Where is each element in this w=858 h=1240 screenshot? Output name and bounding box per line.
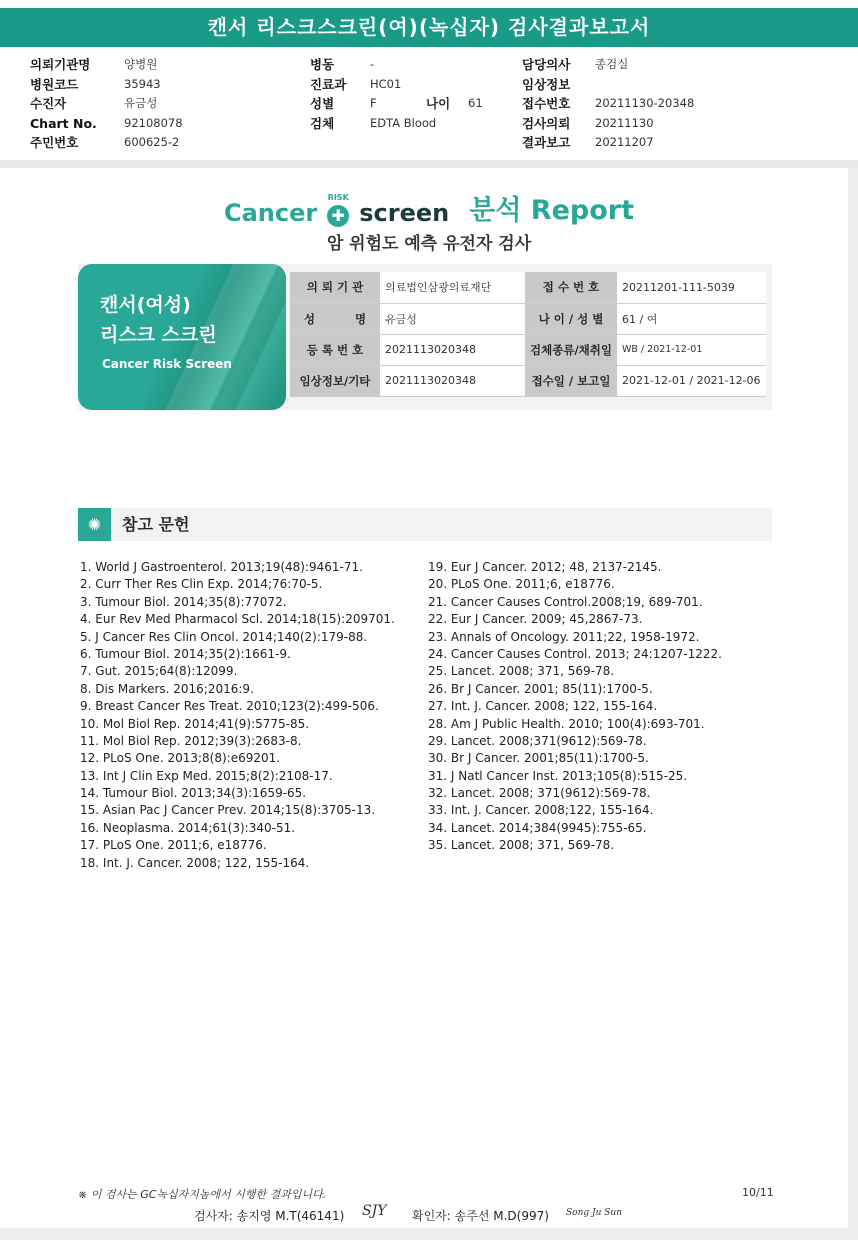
header-row bbox=[522, 55, 629, 75]
header-label: 접수번호 bbox=[522, 96, 571, 111]
references-title: 참고 문헌 bbox=[122, 515, 190, 534]
brand-report-text: 분석 Report bbox=[469, 195, 634, 226]
header-label: 검사의뢰 bbox=[522, 115, 571, 131]
reference-item: 30. Br J Cancer. 2001;85(11):1700-5. bbox=[428, 751, 649, 766]
info-value: WB / 2021-12-01 bbox=[617, 334, 766, 365]
reference-item: 20. PLoS One. 2011;6, e18776. bbox=[428, 577, 615, 592]
header-value: 600625-2 bbox=[124, 135, 180, 149]
table-row bbox=[290, 365, 766, 396]
header-row bbox=[310, 114, 437, 134]
page-edge-bottom bbox=[0, 1228, 858, 1240]
footer-note: ※ 이 검사는 GC녹십자지놈에서 시행한 결과입니다. bbox=[78, 1188, 327, 1201]
reference-item: 10. Mol Biol Rep. 2014;41(9):5775-85. bbox=[80, 716, 310, 731]
age-value: 61 bbox=[468, 96, 483, 110]
table-row bbox=[290, 303, 766, 334]
header-row bbox=[310, 75, 402, 95]
info-label: 나 이 / 성 별 bbox=[525, 303, 617, 334]
header-value: 양병원 bbox=[124, 57, 158, 71]
header-label: 임상정보 bbox=[522, 76, 571, 92]
section-divider bbox=[0, 160, 858, 168]
info-label: 등 록 번 호 bbox=[290, 334, 380, 365]
header-label: 주민번호 bbox=[30, 135, 79, 150]
confirmer-name: 확인자: 송주선 M.D(997) bbox=[412, 1209, 549, 1223]
reference-item: 14. Tumour Biol. 2013;34(3):1659-65. bbox=[80, 786, 307, 801]
header-label: 수진자 bbox=[30, 96, 67, 111]
summary-box bbox=[78, 264, 772, 410]
header-value: 92108078 bbox=[124, 115, 183, 130]
risk-logo-icon: RISK ✚ bbox=[323, 197, 353, 227]
info-value: 2021113020348 bbox=[380, 334, 525, 365]
reference-item: 8. Dis Markers. 2016;2016:9. bbox=[80, 681, 254, 696]
info-value: 2021113020348 bbox=[380, 365, 525, 396]
reference-item: 16. Neoplasma. 2014;61(3):340-51. bbox=[80, 820, 296, 835]
header-value: 35943 bbox=[124, 76, 161, 91]
header-col-patient bbox=[30, 55, 183, 153]
page-edge bbox=[848, 168, 858, 1228]
reference-item: 15. Asian Pac J Cancer Prev. 2014;15(8):3705-13. bbox=[80, 803, 376, 818]
header-label: 의뢰기관명 bbox=[30, 57, 91, 72]
reference-item: 33. Int. J. Cancer. 2008;122, 155-164. bbox=[428, 803, 654, 818]
header-value: 20211130 bbox=[595, 115, 654, 130]
info-value: 유금성 bbox=[380, 303, 525, 334]
reference-item: 31. J Natl Cancer Inst. 2013;105(8):515-25. bbox=[428, 768, 688, 783]
header-label: 성별 bbox=[310, 96, 335, 111]
reference-item: 19. Eur J Cancer. 2012; 48, 2137-2145. bbox=[428, 560, 662, 574]
tester-signature: SJY bbox=[362, 1203, 387, 1219]
header-label: 병동 bbox=[310, 57, 335, 72]
reference-item: 1. World J Gastroenterol. 2013;19(48):9461-71. bbox=[80, 560, 363, 574]
header-value: F bbox=[370, 96, 377, 110]
report-title: 캔서 리스크스크린(여)(녹십자) 검사결과보고서 bbox=[0, 8, 858, 47]
info-table bbox=[290, 272, 766, 397]
info-label: 의 뢰 기 관 bbox=[290, 272, 380, 303]
reference-item: 22. Eur J Cancer. 2009; 45,2867-73. bbox=[428, 612, 643, 627]
reference-item: 35. Lancet. 2008; 371, 569-78. bbox=[428, 838, 615, 853]
info-value: 의료법인삼광의료재단 bbox=[380, 272, 525, 303]
reference-item: 5. J Cancer Res Clin Oncol. 2014;140(2):179-88. bbox=[80, 629, 368, 644]
info-label: 임상정보/기타 bbox=[290, 365, 380, 396]
reference-item: 18. Int. J. Cancer. 2008; 122, 155-164. bbox=[80, 855, 310, 870]
reference-item: 28. Am J Public Health. 2010; 100(4):693-701. bbox=[428, 716, 705, 731]
header-row bbox=[310, 94, 483, 114]
header-row bbox=[522, 75, 570, 95]
header-row bbox=[30, 114, 183, 134]
brand-risk-text: RISK bbox=[327, 193, 349, 202]
header-value: 종검실 bbox=[595, 57, 629, 71]
test-card bbox=[78, 264, 286, 410]
brand-screen-text: screen bbox=[359, 199, 450, 227]
header-row bbox=[310, 55, 375, 75]
info-value: 20211201-111-5039 bbox=[617, 272, 766, 303]
info-label: 접수일 / 보고일 bbox=[525, 365, 617, 396]
reference-item: 26. Br J Cancer. 2001; 85(11):1700-5. bbox=[428, 681, 653, 696]
card-subtitle: Cancer Risk Screen bbox=[102, 357, 232, 371]
header-label: 담당의사 bbox=[522, 57, 571, 72]
header-row bbox=[30, 75, 161, 95]
info-label: 성 명 bbox=[290, 303, 380, 334]
reference-item: 27. Int. J. Cancer. 2008; 122, 155-164. bbox=[428, 699, 658, 714]
header-row bbox=[522, 133, 654, 153]
header-info bbox=[0, 55, 858, 155]
reference-item: 7. Gut. 2015;64(8):12099. bbox=[80, 664, 238, 679]
reference-item: 24. Cancer Causes Control. 2013; 24:1207-1222. bbox=[428, 646, 722, 661]
brand-cancer-text: Cancer bbox=[224, 199, 318, 227]
header-row bbox=[30, 133, 180, 153]
reference-item: 34. Lancet. 2014;384(9945):755-65. bbox=[428, 820, 647, 835]
header-row bbox=[30, 55, 158, 75]
reference-item: 32. Lancet. 2008; 371(9612):569-78. bbox=[428, 786, 651, 801]
card-title: 리스크 스크린 bbox=[100, 324, 217, 346]
table-row bbox=[290, 334, 766, 365]
references-list-left bbox=[80, 559, 395, 872]
header-row bbox=[30, 94, 158, 114]
age-label: 나이 bbox=[426, 96, 451, 111]
reference-item: 4. Eur Rev Med Pharmacol Scl. 2014;18(15):209701. bbox=[80, 612, 395, 627]
reference-item: 6. Tumour Biol. 2014;35(2):1661-9. bbox=[80, 646, 291, 661]
reference-item: 25. Lancet. 2008; 371, 569-78. bbox=[428, 664, 615, 679]
reference-item: 3. Tumour Biol. 2014;35(8):77072. bbox=[80, 594, 287, 609]
reference-item: 29. Lancet. 2008;371(9612):569-78. bbox=[428, 733, 647, 748]
header-label: 진료과 bbox=[310, 76, 347, 92]
reference-item: 13. Int J Clin Exp Med. 2015;8(2):2108-17. bbox=[80, 768, 333, 783]
header-value: 20211130-20348 bbox=[595, 96, 695, 110]
reference-item: 21. Cancer Causes Control.2008;19, 689-701. bbox=[428, 594, 703, 609]
report-subtitle: 암 위험도 예측 유전자 검사 bbox=[326, 234, 532, 254]
header-value: 유금성 bbox=[124, 96, 158, 110]
reference-item: 17. PLoS One. 2011;6, e18776. bbox=[80, 838, 267, 853]
header-label: 결과보고 bbox=[522, 135, 571, 150]
header-value: - bbox=[370, 57, 375, 71]
header-row bbox=[522, 94, 695, 114]
card-title: 캔서(여성) bbox=[100, 294, 191, 316]
reference-item: 23. Annals of Oncology. 2011;22, 1958-1972. bbox=[428, 629, 700, 644]
brand-logo bbox=[0, 188, 858, 227]
tester-name: 검사자: 송지영 M.T(46141) bbox=[194, 1209, 345, 1223]
header-col-ward bbox=[310, 55, 483, 133]
header-label: Chart No. bbox=[30, 115, 97, 131]
references-list-right bbox=[428, 559, 722, 855]
header-value: EDTA Blood bbox=[370, 115, 437, 130]
reference-item: 2. Curr Ther Res Clin Exp. 2014;76:70-5. bbox=[80, 577, 323, 592]
confirmer-signature: Song Ju Sun bbox=[566, 1208, 623, 1218]
header-value: 20211207 bbox=[595, 135, 654, 149]
reference-item: 11. Mol Biol Rep. 2012;39(3):2683-8. bbox=[80, 733, 302, 748]
info-value: 61 / 여 bbox=[617, 303, 766, 334]
references-header bbox=[78, 508, 772, 541]
header-value: HC01 bbox=[370, 76, 402, 91]
table-row bbox=[290, 272, 766, 303]
header-label: 병원코드 bbox=[30, 76, 79, 92]
page-number: 10/11 bbox=[742, 1186, 774, 1199]
reference-item: 12. PLoS One. 2013;8(8):e69201. bbox=[80, 751, 281, 766]
info-label: 접 수 번 호 bbox=[525, 272, 617, 303]
header-col-report bbox=[522, 55, 695, 153]
header-row bbox=[522, 114, 654, 134]
info-value: 2021-12-01 / 2021-12-06 bbox=[617, 365, 766, 396]
header-label: 검체 bbox=[310, 115, 335, 131]
reference-item: 9. Breast Cancer Res Treat. 2010;123(2):499-506. bbox=[80, 699, 379, 714]
info-label: 검체종류/채취일 bbox=[525, 334, 617, 365]
brain-icon: ✺ bbox=[78, 508, 111, 541]
